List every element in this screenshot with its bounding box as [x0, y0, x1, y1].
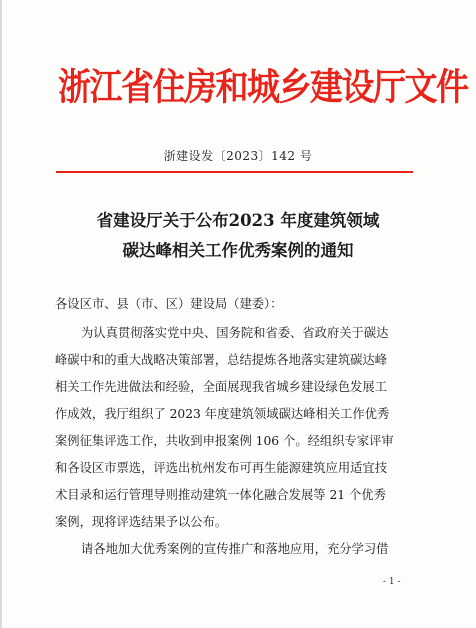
page-number: - 1 -: [383, 577, 401, 587]
body-line-8: 案例，现将评选结果予以公布。: [55, 515, 228, 529]
issuing-authority-header: 浙江省住房和城乡建设厅文件: [58, 64, 468, 109]
salutation: 各设区市、县（市、区）建设局（建委）：: [55, 297, 283, 311]
page-edge: [0, 0, 2, 628]
body-line-9: 请各地加大优秀案例的宣传推广和落地应用，充分学习借: [81, 542, 389, 556]
body-line-5: 案例征集评选工作，共收到申报案例 106 个。经组织专家评审: [55, 434, 394, 448]
body-line-2: 峰碳中和的重大战略决策部署，总结提炼各地落实建筑碳达峰: [55, 353, 388, 367]
body-line-6: 和各设区市票选，评选出杭州发布可再生能源建筑应用适宜技: [55, 461, 388, 475]
body-line-4: 作成效，我厅组织了 2023 年度建筑领域碳达峰相关工作优秀: [55, 407, 390, 421]
body-line-1: 为认真贯彻落实党中央、国务院和省委、省政府关于碳达: [81, 326, 389, 340]
document-number: 浙建设发〔2023〕142 号: [163, 149, 313, 163]
body-line-3: 相关工作先进做法和经验，全面展现我省城乡建设绿色发展工: [55, 380, 388, 394]
notice-title-line-2: 碳达峰相关工作优秀案例的通知: [122, 241, 354, 260]
red-divider-line: [56, 171, 413, 173]
notice-title-line-1: 省建设厅关于公布2023 年度建筑领域: [96, 211, 380, 230]
body-line-7: 术目录和运行管理导则推动建筑一体化融合发展等 21 个优秀: [55, 488, 386, 502]
